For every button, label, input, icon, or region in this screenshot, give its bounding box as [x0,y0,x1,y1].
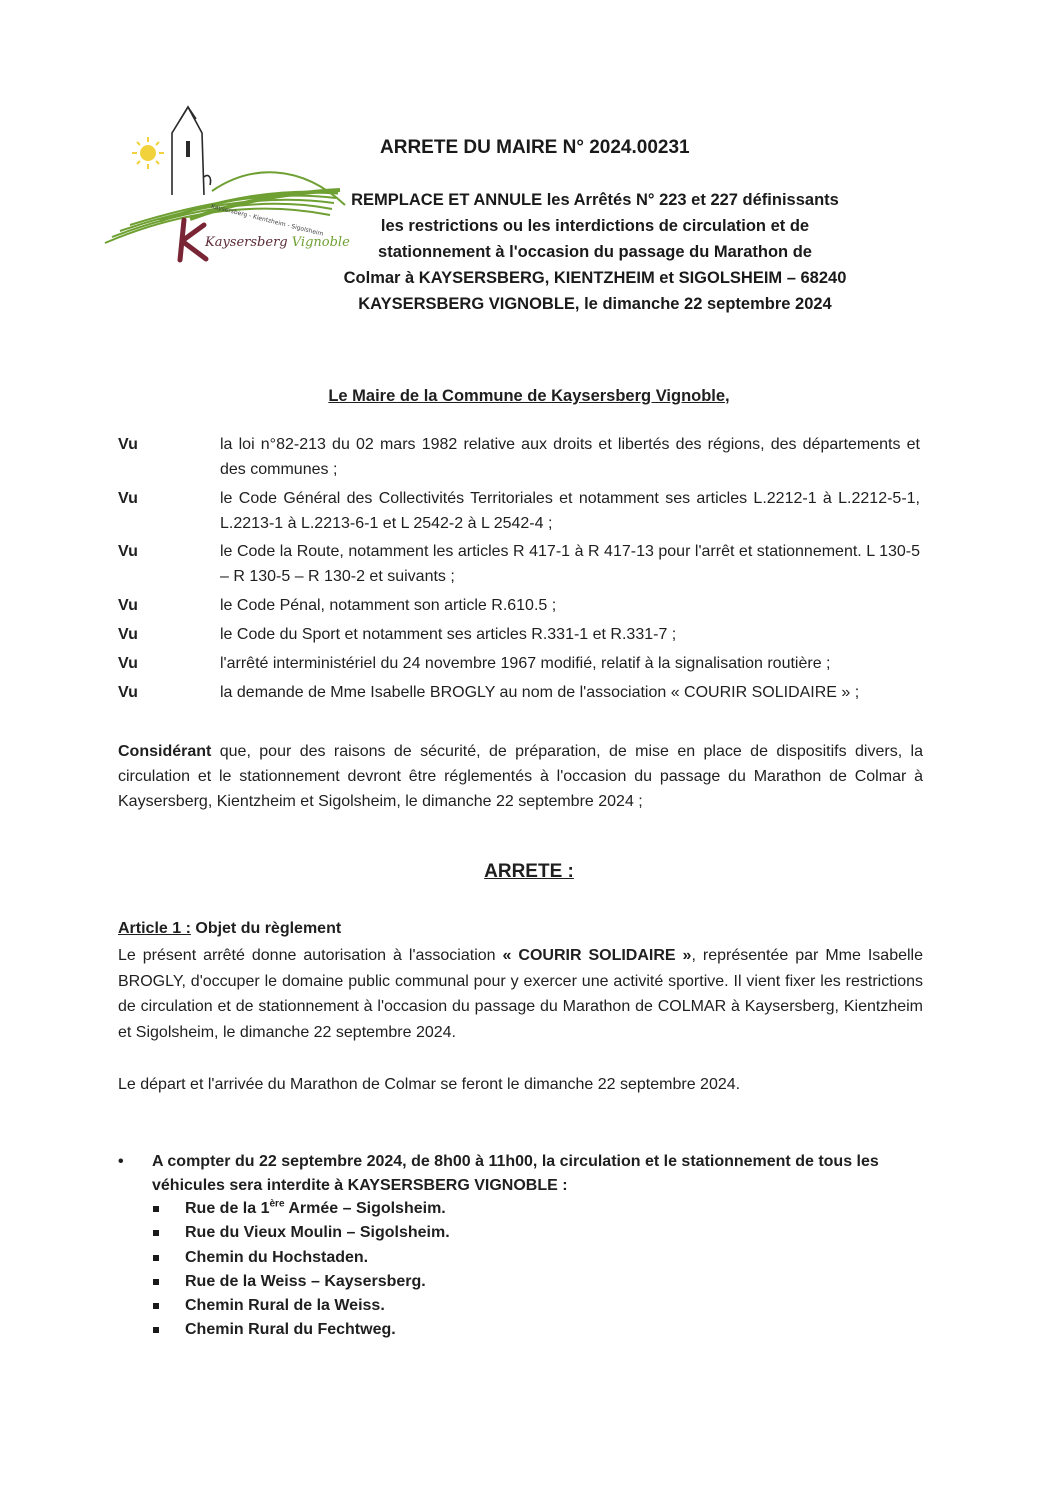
logo-name-accent: Vignoble [291,235,350,250]
tower-icon [172,107,211,195]
maire-heading: Le Maire de la Commune de Kaysersberg Vignoble, [328,387,730,405]
association-name: « COURIR SOLIDAIRE » [502,947,692,964]
header-line: Colmar à KAYSERSBERG, KIENTZHEIM et SIGOLSHEIM – 68240 [343,269,847,287]
street-name-post: Armée – Sigolsheim. [284,1200,446,1217]
vu-label: Vu [118,684,138,701]
ordinal-suffix: ère [269,1198,285,1210]
street-name [185,1197,446,1221]
article-1-label: Article 1 : [118,920,191,937]
vu-text: la demande de Mme Isabelle BROGLY au nom de l'association « COURIR SOLIDAIRE » ; [220,684,860,701]
street-name: Chemin du Hochstaden. [185,1248,369,1266]
vu-label: Vu [118,655,138,672]
restriction-text: A compter du 22 septembre 2024, de 8h00 à 11h00, la circulation et le stationnement de tous les véhicules sera interdite à KAYSERSBERG VIGNOBLE : [152,1153,879,1194]
vu-text: le Code Pénal, notamment son article R.610.5 ; [220,597,557,614]
header-description [255,187,935,317]
header-line: les restrictions ou les interdictions de circulation et de [380,217,810,235]
arrete-heading: ARRETE : [484,861,574,882]
logo-subtitle: Kaysersberg - Kientzheim - Sigolsheim [210,203,325,238]
street-name: Rue de la Weiss – Kaysersberg. [185,1272,426,1290]
square-bullet-icon [153,1206,159,1212]
header-line: REMPLACE ET ANNULE les Arrêtés N° 223 et 227 définissants [351,191,839,209]
considerant-paragraph [118,739,923,814]
vu-text: le Code du Sport et notamment ses articles R.331-1 et R.331-7 ; [220,626,677,643]
vu-text: l'arrêté interministériel du 24 novembre 1967 modifié, relatif à la signalisation routière ; [220,655,831,672]
vu-label: Vu [118,597,138,614]
street-name-pre: Rue de la 1 [185,1200,270,1217]
vu-text: le Code la Route, notamment les articles R 417-1 à R 417-13 pour l'arrêt et stationnement. L 130-5 – R 130-5 – R 130-2 et suivants ; [220,543,920,585]
article-1-title: Objet du règlement [190,920,342,937]
article-1-heading [118,920,341,938]
vu-text: la loi n°82-213 du 02 mars 1982 relative aux droits et libertés des régions, des départements et des communes ; [220,436,920,478]
square-bullet-icon [153,1327,159,1333]
vu-label: Vu [118,490,138,507]
k-monogram-icon [180,220,206,260]
article-1-body [118,943,923,1045]
arrete-title: ARRETE DU MAIRE N° 2024.00231 [380,137,690,158]
article-1-body-part1: Le présent arrêté donne autorisation à l'association [118,947,503,964]
sun-icon [132,137,164,169]
street-name: Chemin Rural du Fechtweg. [185,1321,396,1339]
considerant-lead: Considérant [118,743,212,760]
depart-arrivee-text: Le départ et l'arrivée du Marathon de Colmar se feront le dimanche 22 septembre 2024. [118,1076,741,1093]
article-1-body-part2: , représentée par Mme Isabelle BROGLY, d'occuper le domaine public communal pour y exercer une activité sportive. Il vient fixer les restrictions de circulation et de stationnement à l'occasion du passage du Marathon de COLMAR à Kaysersberg, Kientzheim et Sigolsheim, le dimanche 22 septembre 2024. [118,947,923,1041]
vu-label: Vu [118,436,138,453]
bullet-icon: • [118,1153,124,1170]
vu-label: Vu [118,626,138,643]
logo-name-main: Kaysersberg [205,235,288,250]
square-bullet-icon [153,1255,159,1261]
vu-text: le Code Général des Collectivités Territoriales et notamment ses articles L.2212-1 à L.2212-5-1, L.2213-1 à L.2213-6-1 et L 2542-2 à L 2542-4 ; [220,490,920,532]
header-line: KAYSERSBERG VIGNOBLE, le dimanche 22 septembre 2024 [358,295,832,313]
header-line: stationnement à l'occasion du passage du Marathon de [378,243,812,261]
square-bullet-icon [153,1230,159,1236]
square-bullet-icon [153,1303,159,1309]
considerant-text: que, pour des raisons de sécurité, de préparation, de mise en place de dispositifs divers, la circulation et le stationnement devront être réglementés à l'occasion du passage du Marathon de Colmar à Kaysersberg, Kientzheim et Sigolsheim, le dimanche 22 septembre 2024 ; [118,743,923,810]
square-bullet-icon [153,1279,159,1285]
street-name: Chemin Rural de la Weiss. [185,1297,385,1315]
vu-label: Vu [118,543,138,560]
street-name: Rue du Vieux Moulin – Sigolsheim. [185,1224,450,1242]
